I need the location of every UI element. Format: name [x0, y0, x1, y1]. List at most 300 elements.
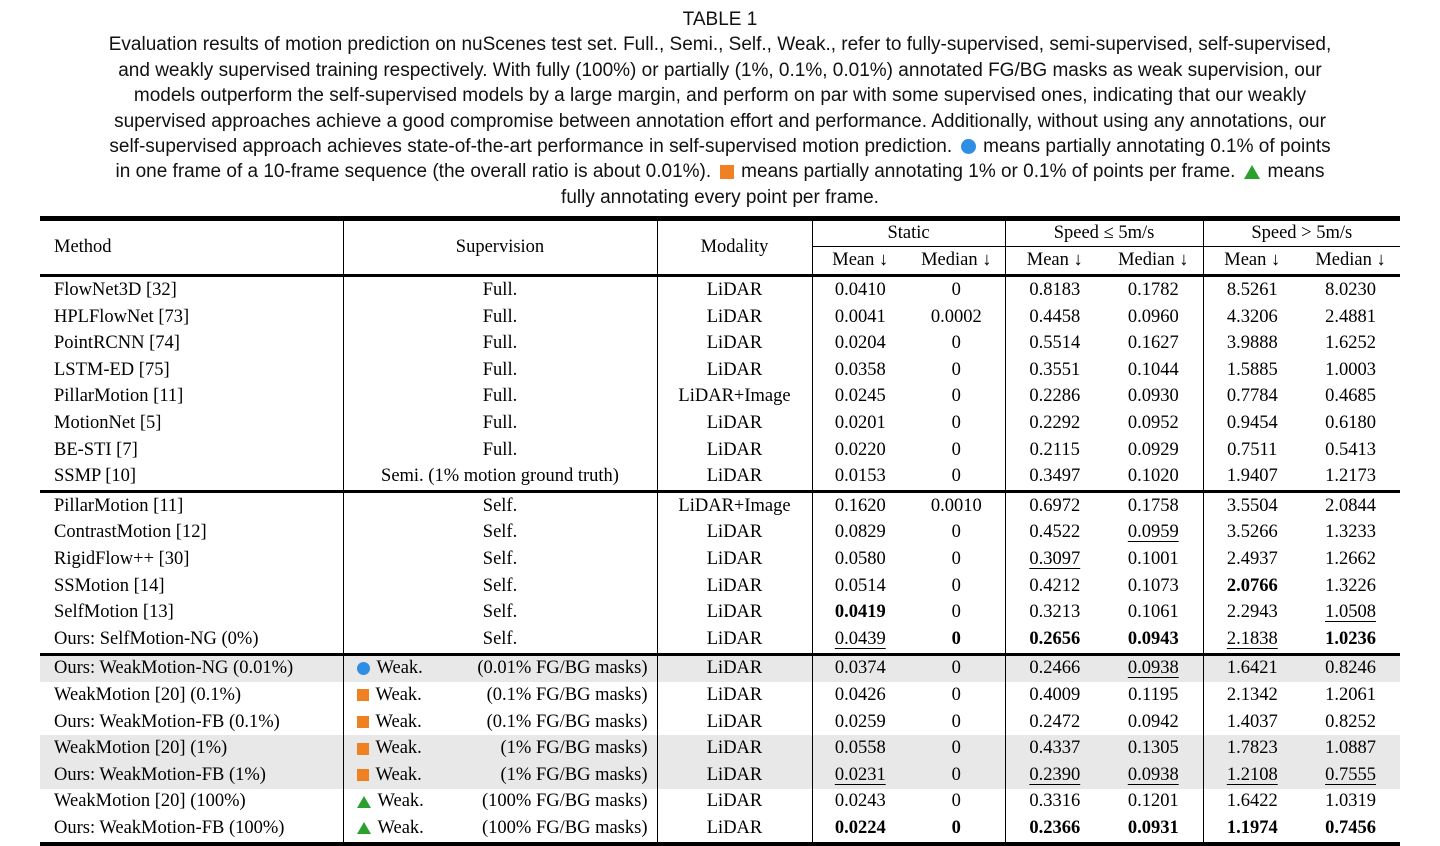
method-cell: PillarMotion [11]: [40, 492, 343, 520]
caption-line: [0, 109, 1440, 134]
value-cell: [812, 492, 908, 520]
value-cell: [1203, 276, 1301, 304]
metric-value: 0.0204: [834, 333, 886, 354]
metric-value: 0.1001: [1127, 548, 1179, 569]
value-cell: [1104, 276, 1203, 304]
caption-text: Evaluation results of motion prediction on nuScenes test set. Full., Semi., Self., Weak., refer to fully-supervised, semi-supervised, self-supervised,: [108, 34, 1332, 56]
value-cell: [1203, 330, 1301, 357]
value-cell: [1203, 682, 1301, 709]
metric-value: 0.1782: [1127, 280, 1179, 301]
supervision-cell: Full.: [343, 437, 657, 464]
table-row: [40, 626, 1400, 654]
modality-cell: LiDAR: [657, 276, 812, 304]
metric-value: 0.3316: [1029, 791, 1081, 812]
table-row: [40, 276, 1400, 304]
table-row: [40, 437, 1400, 464]
metric-value: 1.1974: [1226, 817, 1278, 838]
supervision-cell: [343, 762, 657, 789]
value-cell: [1203, 357, 1301, 384]
metric-value: 0.1305: [1127, 738, 1179, 759]
value-cell: [812, 304, 908, 331]
value-cell: [908, 384, 1005, 411]
method-cell: BE-STI [7]: [40, 437, 343, 464]
modality-cell: LiDAR: [657, 709, 812, 736]
value-cell: [908, 520, 1005, 547]
metric-value: 0: [951, 658, 961, 679]
caption-line: [0, 134, 1440, 159]
value-cell: [908, 330, 1005, 357]
metric-value: 0.0243: [834, 791, 886, 812]
value-cell: [1005, 437, 1104, 464]
table-row: [40, 463, 1400, 491]
supervision-content: [344, 791, 657, 812]
value-cell: [1301, 437, 1400, 464]
value-cell: [908, 735, 1005, 762]
value-cell: [812, 546, 908, 573]
metric-value: 0.3551: [1029, 359, 1081, 380]
supervision-content: [344, 712, 657, 733]
value-cell: [812, 599, 908, 626]
metric-value: 0.4009: [1029, 684, 1081, 705]
supervision-cell: Self.: [343, 546, 657, 573]
metric-value: 0: [951, 466, 961, 487]
supervision-cell: Self.: [343, 492, 657, 520]
value-cell: [1203, 599, 1301, 626]
metric-value: 2.0844: [1325, 495, 1376, 516]
metric-value: 0.0358: [834, 359, 886, 380]
caption-text: fully annotating every point per frame.: [561, 186, 879, 208]
subheader-le5-mean: Mean ↓: [1026, 250, 1083, 271]
value-cell: [1104, 304, 1203, 331]
supervision-detail: (1% FG/BG masks): [500, 738, 648, 759]
value-cell: [1301, 546, 1400, 573]
table-caption: [0, 0, 1440, 210]
value-cell: [1203, 304, 1301, 331]
col-header-method: Method: [40, 219, 343, 276]
metric-value: 0: [951, 764, 961, 785]
value-cell: [1104, 410, 1203, 437]
metric-value: 0.0041: [834, 306, 886, 327]
supervision-label: Weak.: [377, 817, 424, 838]
metric-value: 0: [951, 575, 961, 596]
metric-value: 0.3097: [1029, 548, 1081, 569]
metric-value: 0.1061: [1127, 602, 1179, 623]
metric-value: 8.5261: [1226, 280, 1278, 301]
value-cell: [1301, 573, 1400, 600]
metric-value: 0.4522: [1029, 522, 1081, 543]
value-cell: [1203, 546, 1301, 573]
value-cell: [812, 626, 908, 654]
value-cell: [1104, 654, 1203, 682]
metric-value: 0.4685: [1325, 386, 1376, 407]
metric-value: 0.2286: [1029, 386, 1081, 407]
modality-cell: LiDAR: [657, 654, 812, 682]
value-cell: [1005, 626, 1104, 654]
value-cell: [1005, 463, 1104, 491]
supervision-cell: [343, 682, 657, 709]
metric-value: 0.1620: [834, 495, 886, 516]
metric-value: 0.0010: [930, 495, 982, 516]
value-cell: [1301, 789, 1400, 816]
blue-circle-icon: [357, 662, 370, 675]
supervision-content: [344, 818, 657, 839]
value-cell: [1104, 384, 1203, 411]
subheader-static-mean: Mean ↓: [832, 250, 889, 271]
value-cell: [1301, 626, 1400, 654]
value-cell: [1005, 492, 1104, 520]
metric-value: 1.6422: [1226, 791, 1278, 812]
method-cell: PointRCNN [74]: [40, 330, 343, 357]
metric-value: 0.0929: [1127, 439, 1179, 460]
caption-text-block: [0, 32, 1440, 210]
supervision-content: [344, 685, 657, 706]
value-cell: [1203, 573, 1301, 600]
supervision-cell: [343, 709, 657, 736]
metric-value: 0.0938: [1127, 658, 1179, 679]
metric-value: 0.0580: [834, 548, 886, 569]
metric-value: 0.2366: [1029, 817, 1081, 838]
modality-cell: LiDAR: [657, 330, 812, 357]
metric-value: 0.0952: [1127, 413, 1179, 434]
value-cell: [1301, 709, 1400, 736]
value-cell: [1005, 599, 1104, 626]
metric-value: 0: [951, 628, 961, 649]
green-triangle-icon: [357, 796, 371, 808]
orange-square-icon: [357, 743, 369, 755]
value-cell: [812, 789, 908, 816]
metric-value: 0.1044: [1127, 359, 1179, 380]
value-cell: [1203, 463, 1301, 491]
value-cell: [1203, 410, 1301, 437]
supervision-cell: Full.: [343, 330, 657, 357]
metric-value: 0: [951, 333, 961, 354]
metric-value: 1.0236: [1325, 628, 1376, 649]
modality-cell: LiDAR: [657, 815, 812, 844]
metric-value: 3.5266: [1226, 522, 1278, 543]
value-cell: [1301, 410, 1400, 437]
metric-value: 2.4881: [1325, 306, 1376, 327]
table-row: [40, 546, 1400, 573]
method-cell: LSTM-ED [75]: [40, 357, 343, 384]
value-cell: [812, 573, 908, 600]
metric-value: 0.5413: [1325, 439, 1376, 460]
metric-value: 0: [951, 548, 961, 569]
metric-value: 1.4037: [1226, 711, 1278, 732]
table-row: [40, 384, 1400, 411]
supervision-type: [357, 791, 424, 812]
metric-value: 0.8183: [1029, 280, 1081, 301]
supervision-cell: [343, 789, 657, 816]
caption-text: means partially annotating 1% or 0.1% of points per frame.: [741, 161, 1236, 183]
modality-cell: LiDAR: [657, 437, 812, 464]
metric-value: 0.0426: [834, 684, 886, 705]
value-cell: [1005, 762, 1104, 789]
value-cell: [1301, 276, 1400, 304]
metric-value: 0.1627: [1127, 333, 1179, 354]
metric-value: 0: [951, 738, 961, 759]
value-cell: [1104, 546, 1203, 573]
caption-text: and weakly supervised training respectively. With fully (100%) or partially (1%, 0.1%, 0.01%) annotated FG/BG masks as weak supervision, our: [118, 59, 1322, 81]
metric-value: 1.0887: [1325, 738, 1376, 759]
col-header-speed-le-5: Speed ≤ 5m/s: [1005, 219, 1203, 247]
modality-cell: LiDAR+Image: [657, 384, 812, 411]
metric-value: 0.0930: [1127, 386, 1179, 407]
supervision-cell: [343, 815, 657, 844]
value-cell: [1104, 599, 1203, 626]
value-cell: [812, 410, 908, 437]
modality-cell: LiDAR: [657, 735, 812, 762]
metric-value: 1.3233: [1325, 522, 1376, 543]
supervision-detail: (0.1% FG/BG masks): [486, 684, 648, 705]
metric-value: 0.2390: [1029, 764, 1081, 785]
metric-value: 2.1838: [1226, 628, 1278, 649]
value-cell: [1104, 437, 1203, 464]
orange-square-icon: [720, 165, 734, 179]
value-cell: [1203, 789, 1301, 816]
value-cell: [1005, 384, 1104, 411]
value-cell: [1301, 492, 1400, 520]
metric-value: 0.2115: [1029, 439, 1080, 460]
supervision-detail: (1% FG/BG masks): [500, 764, 648, 785]
value-cell: [1104, 520, 1203, 547]
value-cell: [812, 815, 908, 844]
supervision-type: [357, 658, 423, 679]
value-cell: [1301, 599, 1400, 626]
metric-value: 2.2943: [1226, 602, 1278, 623]
table-header: [40, 219, 1400, 276]
supervision-content: [344, 658, 657, 679]
value-cell: [908, 762, 1005, 789]
method-cell: WeakMotion [20] (0.1%): [40, 682, 343, 709]
value-cell: [908, 304, 1005, 331]
metric-value: 0.1073: [1127, 575, 1179, 596]
metric-value: 0: [951, 602, 961, 623]
metric-value: 4.3206: [1226, 306, 1278, 327]
method-cell: Ours: WeakMotion-NG (0.01%): [40, 654, 343, 682]
value-cell: [908, 599, 1005, 626]
table-row: [40, 330, 1400, 357]
value-cell: [1005, 654, 1104, 682]
metric-value: 1.2173: [1325, 466, 1376, 487]
value-cell: [1005, 546, 1104, 573]
supervision-content: [344, 738, 657, 759]
metric-value: 0.8252: [1325, 711, 1376, 732]
metric-value: 0.0829: [834, 522, 886, 543]
method-cell: SSMotion [14]: [40, 573, 343, 600]
metric-value: 0.1758: [1127, 495, 1179, 516]
value-cell: [1203, 654, 1301, 682]
value-cell: [1301, 330, 1400, 357]
value-cell: [908, 410, 1005, 437]
modality-cell: LiDAR: [657, 573, 812, 600]
metric-value: 0.0231: [834, 764, 886, 785]
value-cell: [1005, 735, 1104, 762]
modality-cell: LiDAR: [657, 789, 812, 816]
supervision-type: [357, 765, 422, 786]
metric-value: 1.2662: [1325, 548, 1376, 569]
value-cell: [1005, 520, 1104, 547]
value-cell: [1005, 789, 1104, 816]
metric-value: 0: [951, 386, 961, 407]
value-cell: [1203, 492, 1301, 520]
metric-value: 1.7823: [1226, 738, 1278, 759]
value-cell: [812, 654, 908, 682]
table-title: TABLE 1: [682, 9, 758, 30]
value-cell: [1104, 815, 1203, 844]
value-cell: [1104, 762, 1203, 789]
metric-value: 0: [951, 711, 961, 732]
metric-value: 0: [951, 817, 961, 838]
metric-value: 1.3226: [1325, 575, 1376, 596]
metric-value: 0.8246: [1325, 658, 1376, 679]
metric-value: 0.0224: [834, 817, 886, 838]
metric-value: 1.0003: [1325, 359, 1376, 380]
metric-value: 0.7784: [1226, 386, 1278, 407]
metric-value: 0.4458: [1029, 306, 1081, 327]
subheader-gt5-mean: Mean ↓: [1224, 250, 1281, 271]
metric-value: 0.1195: [1128, 684, 1179, 705]
metric-value: 1.2061: [1325, 684, 1376, 705]
supervision-label: Weak.: [376, 658, 423, 679]
metric-value: 1.6421: [1226, 658, 1278, 679]
metric-value: 0.6180: [1325, 413, 1376, 434]
metric-value: 8.0230: [1325, 280, 1376, 301]
value-cell: [812, 463, 908, 491]
value-cell: [1005, 410, 1104, 437]
method-cell: PillarMotion [11]: [40, 384, 343, 411]
green-triangle-icon: [1244, 165, 1260, 179]
metric-value: 1.9407: [1226, 466, 1278, 487]
metric-value: 3.9888: [1226, 333, 1278, 354]
value-cell: [1005, 357, 1104, 384]
value-cell: [1104, 330, 1203, 357]
metric-value: 0.0938: [1127, 764, 1179, 785]
value-cell: [812, 682, 908, 709]
value-cell: [908, 357, 1005, 384]
value-cell: [1203, 815, 1301, 844]
supervision-detail: (100% FG/BG masks): [482, 817, 648, 838]
method-cell: Ours: WeakMotion-FB (1%): [40, 762, 343, 789]
value-cell: [1104, 709, 1203, 736]
caption-text: self-supervised approach achieves state-of-the-art performance in self-supervised motion prediction.: [109, 136, 953, 158]
modality-cell: LiDAR: [657, 762, 812, 789]
subheader-static-median: Median ↓: [908, 247, 1005, 276]
table-row: [40, 654, 1400, 682]
orange-square-icon: [357, 769, 369, 781]
modality-cell: LiDAR: [657, 626, 812, 654]
table-row: [40, 520, 1400, 547]
value-cell: [1301, 384, 1400, 411]
results-table: [40, 216, 1400, 846]
supervision-cell: Semi. (1% motion ground truth): [343, 463, 657, 491]
value-cell: [1104, 463, 1203, 491]
value-cell: [1301, 654, 1400, 682]
metric-value: 0.0942: [1127, 711, 1179, 732]
value-cell: [1104, 682, 1203, 709]
metric-value: 0.0960: [1127, 306, 1179, 327]
method-cell: MotionNet [5]: [40, 410, 343, 437]
value-cell: [908, 789, 1005, 816]
modality-cell: LiDAR: [657, 682, 812, 709]
value-cell: [812, 709, 908, 736]
subheader-le5-median: Median ↓: [1104, 247, 1203, 276]
metric-value: 0.0002: [930, 306, 982, 327]
group-fully-supervised: [40, 276, 1400, 492]
metric-value: 0.2292: [1029, 413, 1081, 434]
metric-value: 0: [951, 684, 961, 705]
value-cell: [1104, 735, 1203, 762]
value-cell: [1203, 520, 1301, 547]
metric-value: 0.2472: [1029, 711, 1081, 732]
value-cell: [908, 709, 1005, 736]
method-cell: HPLFlowNet [73]: [40, 304, 343, 331]
group-weakly-supervised: [40, 654, 1400, 844]
orange-square-icon: [357, 689, 369, 701]
orange-square-icon: [357, 716, 369, 728]
metric-value: 1.0508: [1325, 602, 1376, 623]
value-cell: [1104, 492, 1203, 520]
supervision-cell: Self.: [343, 626, 657, 654]
table-row: [40, 682, 1400, 709]
supervision-content: [344, 765, 657, 786]
metric-value: 0.0439: [834, 628, 886, 649]
value-cell: [1301, 357, 1400, 384]
table-row: [40, 709, 1400, 736]
value-cell: [1203, 626, 1301, 654]
metric-value: 0.6972: [1029, 495, 1081, 516]
value-cell: [1203, 384, 1301, 411]
modality-cell: LiDAR: [657, 599, 812, 626]
value-cell: [1005, 330, 1104, 357]
method-cell: SelfMotion [13]: [40, 599, 343, 626]
method-cell: WeakMotion [20] (1%): [40, 735, 343, 762]
supervision-cell: Self.: [343, 599, 657, 626]
supervision-cell: [343, 735, 657, 762]
group-self-supervised: [40, 492, 1400, 655]
caption-line: [0, 32, 1440, 57]
value-cell: [812, 520, 908, 547]
modality-cell: LiDAR: [657, 410, 812, 437]
supervision-label: Weak.: [375, 738, 422, 759]
table-row: [40, 304, 1400, 331]
metric-value: 0.5514: [1029, 333, 1081, 354]
metric-value: 0: [951, 791, 961, 812]
metric-value: 0.2466: [1029, 658, 1081, 679]
method-cell: RigidFlow++ [30]: [40, 546, 343, 573]
metric-value: 0.0374: [834, 658, 886, 679]
caption-line: [0, 58, 1440, 83]
metric-value: 1.2108: [1226, 764, 1278, 785]
value-cell: [908, 276, 1005, 304]
caption-line: [0, 83, 1440, 108]
supervision-cell: Self.: [343, 520, 657, 547]
method-cell: WeakMotion [20] (100%): [40, 789, 343, 816]
metric-value: 1.0319: [1325, 791, 1376, 812]
value-cell: [812, 384, 908, 411]
metric-value: 0.0410: [834, 280, 886, 301]
col-header-speed-gt-5: Speed > 5m/s: [1203, 219, 1400, 247]
supervision-cell: [343, 654, 657, 682]
metric-value: 0.1201: [1127, 791, 1179, 812]
caption-text: in one frame of a 10-frame sequence (the overall ratio is about 0.01%).: [115, 161, 712, 183]
metric-value: 0.1020: [1127, 466, 1179, 487]
table-row: [40, 410, 1400, 437]
value-cell: [908, 437, 1005, 464]
value-cell: [908, 626, 1005, 654]
caption-text: models outperform the self-supervised models by a large margin, and perform on par with some supervised ones, indicating that our weakly: [133, 85, 1307, 107]
blue-circle-icon: [961, 139, 976, 154]
value-cell: [1203, 762, 1301, 789]
